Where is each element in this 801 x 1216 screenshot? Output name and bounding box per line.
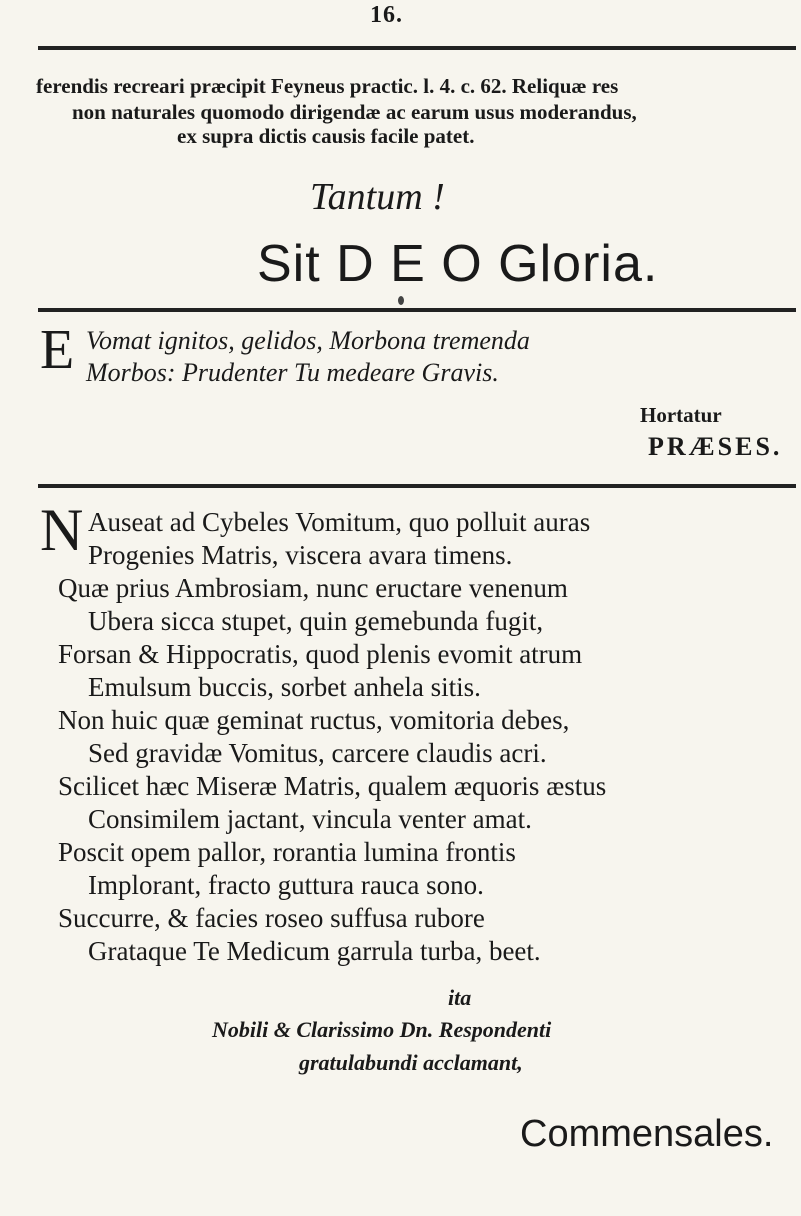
tantum-heading: Tantum ! xyxy=(310,176,445,218)
section-rule-1 xyxy=(38,308,796,312)
poem-line: Poscit opem pallor, rorantia lumina frontis xyxy=(58,837,516,867)
top-rule xyxy=(38,46,796,50)
catchword: Commensales. xyxy=(520,1113,774,1155)
top-text-line-1: ferendis recreari præcipit Feyneus practic. l. 4. c. 62. Reliquæ res xyxy=(36,74,619,98)
gloria-heading: Sit D E O Gloria. xyxy=(257,235,659,293)
praeses-text: PRÆSES. xyxy=(648,432,783,461)
epigram-line-1: Vomat ignitos, gelidos, Morbona tremenda xyxy=(86,326,530,355)
closing-acclamation: gratulabundi acclamant, xyxy=(299,1050,523,1075)
poem-line: Ubera sicca stupet, quin gemebunda fugit, xyxy=(88,606,544,636)
poem-line: Progenies Matris, viscera avara timens. xyxy=(88,540,513,570)
poem-line: Non huic quæ geminat ructus, vomitoria debes, xyxy=(58,705,570,735)
poem-line: Emulsum buccis, sorbet anhela sitis. xyxy=(88,672,481,702)
top-text-line-3: ex supra dictis causis facile patet. xyxy=(177,124,475,148)
top-text-line-2: non naturales quomodo dirigendæ ac earum usus moderandus, xyxy=(72,100,637,124)
poem-line: Consimilem jactant, vincula venter amat. xyxy=(88,804,532,834)
drop-cap-n: N xyxy=(40,497,84,563)
poem-line: Quæ prius Ambrosiam, nunc eructare venenum xyxy=(58,573,568,603)
ornament-dot xyxy=(398,296,404,305)
poem-line: Scilicet hæc Miseræ Matris, qualem æquoris æstus xyxy=(58,771,607,801)
poem-line: Auseat ad Cybeles Vomitum, quo polluit auras xyxy=(88,507,591,537)
page-number: 16. xyxy=(370,2,403,28)
poem-line: Implorant, fracto guttura rauca sono. xyxy=(88,870,484,900)
hortatur-text: Hortatur xyxy=(640,403,722,427)
closing-ita: ita xyxy=(448,985,472,1010)
poem-line: Grataque Te Medicum garrula turba, beet. xyxy=(88,936,541,966)
poem-line: Sed gravidæ Vomitus, carcere claudis acri. xyxy=(88,738,547,768)
drop-cap-e: E xyxy=(40,319,75,381)
poem-line: Succurre, & facies roseo suffusa rubore xyxy=(58,903,485,933)
epigram-line-2: Morbos: Prudenter Tu medeare Gravis. xyxy=(86,358,499,387)
closing-dedication: Nobili & Clarissimo Dn. Respondenti xyxy=(212,1017,552,1042)
poem-line: Forsan & Hippocratis, quod plenis evomit atrum xyxy=(58,639,583,669)
section-rule-2 xyxy=(38,484,796,488)
